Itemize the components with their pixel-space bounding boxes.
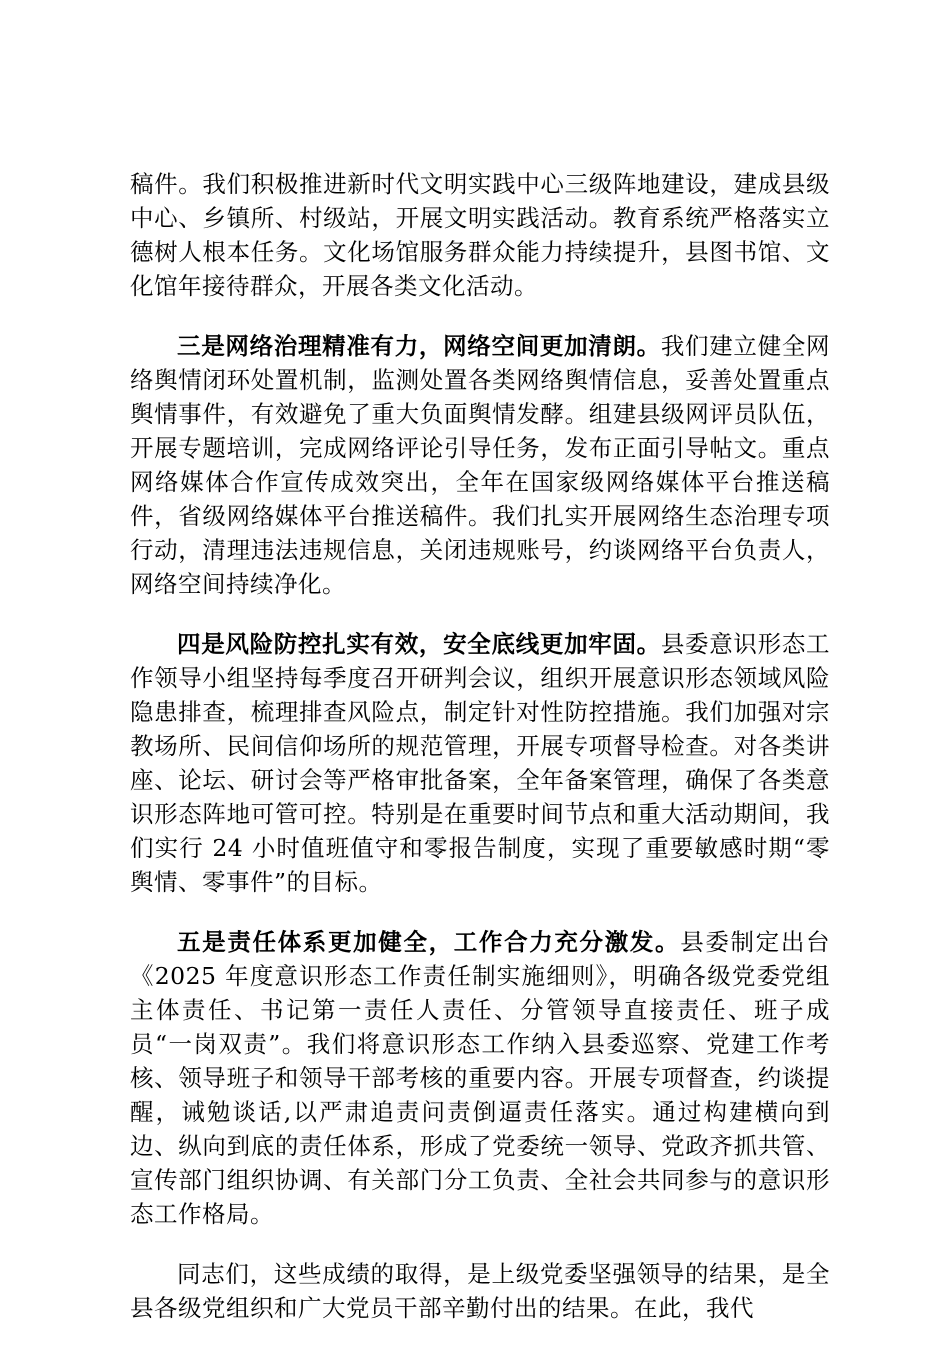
paragraph-heading: 三是网络治理精准有力，网络空间更加清朗。 — [177, 332, 661, 360]
paragraph-text: 县委制定出台《2025 年度意识形态工作责任制实施细则》，明确各级党委党组主体责任、书记第一责任人责任、分管领导直接责任、班子成员“一岗双责”。我们将意识形态工作纳入县委巡察、党建工作考核、领导班子和领导干部考核的重要内容。开展专项督查，约谈提醒，诫勉谈话,以严肃追责问责倒逼责任落实。通过构建横向到边、纵向到底的责任体系，形成了党委统一领导、党政齐抓共管、宣传部门组织协调、有关部门分工负责、全社会共同参与的意识形态工作格局。 — [130, 928, 831, 1228]
paragraph-text: 我们建立健全网络舆情闭环处置机制，监测处置各类网络舆情信息，妥善处置重点舆情事件，有效避免了重大负面舆情发酵。组建县级网评员队伍，开展专题培训，完成网络评论引导任务，发布正面引导帖文。重点网络媒体合作宣传成效突出，全年在国家级网络媒体平台推送稿件，省级网络媒体平台推送稿件。我们扎实开展网络生态治理专项行动，清理违法违规信息，关闭违规账号，约谈网络平台负责人，网络空间持续净化。 — [130, 332, 831, 598]
paragraph-text: 县委意识形态工作领导小组坚持每季度召开研判会议，组织开展意识形态领域风险隐患排查，梳理排查风险点，制定针对性防控措施。我们加强对宗教场所、民间信仰场所的规范管理，开展专项督导检查。对各类讲座、论坛、研讨会等严格审批备案，全年备案管理，确保了各类意识形态阵地可管可控。特别是在重要时间节点和重大活动期间，我们实行 24 小时值班值守和零报告制度，实现了重要敏感时期“零舆情、零事件”的目标。 — [130, 630, 831, 896]
paragraph-risk-control — [130, 627, 830, 899]
paragraph-continuation — [130, 167, 830, 303]
paragraph-closing — [130, 1257, 830, 1325]
paragraph-heading: 四是风险防控扎实有效，安全底线更加牢固。 — [177, 630, 661, 658]
paragraph-network-governance — [130, 329, 830, 601]
paragraph-heading: 五是责任体系更加健全，工作合力充分激发。 — [177, 928, 681, 956]
paragraph-responsibility-system — [130, 925, 830, 1231]
paragraph-text: 同志们，这些成绩的取得，是上级党委坚强领导的结果，是全县各级党组织和广大党员干部辛勤付出的结果。在此，我代 — [130, 1260, 830, 1322]
paragraph-text: 稿件。我们积极推进新时代文明实践中心三级阵地建设，建成县级中心、乡镇所、村级站，开展文明实践活动。教育系统严格落实立德树人根本任务。文化场馆服务群众能力持续提升，县图书馆、文化馆年接待群众，开展各类文化活动。 — [130, 170, 830, 300]
document-body — [130, 167, 830, 1351]
